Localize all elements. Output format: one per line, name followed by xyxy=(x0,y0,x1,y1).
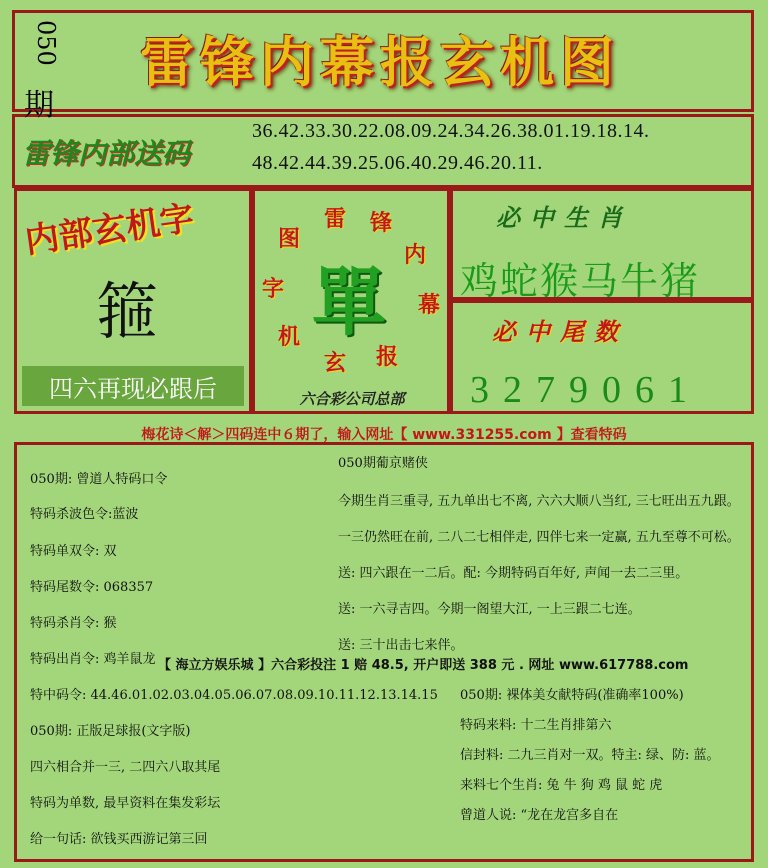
promo-bracket-close: 】 xyxy=(253,658,272,673)
internal-numbers-label: 雷锋内部送码 xyxy=(22,137,191,170)
ring-char: 雷 xyxy=(324,206,347,232)
casino-name: 海立方娱乐城 xyxy=(175,658,254,673)
ring-char: 图 xyxy=(278,226,301,252)
right-line: 一三仍然旺在前, 二八二七相伴走, 四伴七来一定赢, 五九至尊不可松。 xyxy=(338,530,740,545)
left-line: 050期: 曾道人特码口令 xyxy=(30,472,168,487)
right-line: 050期: 裸体美女献特码(准确率100%) xyxy=(460,688,684,703)
zodiac-title: 必中生肖 xyxy=(496,203,632,232)
tail-values: 3279061 xyxy=(470,369,701,411)
right-line: 信封料: 二九三肖对一双。特主: 绿、防: 蓝。 xyxy=(460,748,720,763)
issue-label xyxy=(18,12,62,123)
promo-bracket-open: 【 xyxy=(158,658,176,673)
right-line: 050期葡京赌侠 xyxy=(338,456,428,471)
tail-title: 必中尾数 xyxy=(492,317,628,346)
issue-number: 050 xyxy=(32,20,60,66)
right-line: 来料七个生肖: 兔 牛 狗 鸡 鼠 蛇 虎 xyxy=(460,778,663,793)
numbers-line-2: 48.42.44.39.25.06.40.29.46.20.11. xyxy=(252,152,543,174)
left-line: 特码杀肖令: 猴 xyxy=(30,616,117,631)
casino-promo-text: 六合彩投注 1 赔 48.5, 开户即送 388 元 . 网址 www.617788.com xyxy=(271,658,689,673)
center-character: 單 xyxy=(312,260,386,346)
left-line: 050期: 正版足球报(文字版) xyxy=(30,724,191,739)
numbers-line-1: 36.42.33.30.22.08.09.24.34.26.38.01.19.18.14. xyxy=(252,120,650,142)
left-line: 四六相合并一三, 二四六八取其尾 xyxy=(30,760,221,775)
company-label: 六合彩公司总部 xyxy=(299,390,405,408)
left-line: 特码单双令: 双 xyxy=(30,544,117,559)
left-line: 特中码令: 44.46.01.02.03.04.05.06.07.08.09.10.11.12.13.14.15 xyxy=(30,688,438,703)
issue-suffix: 期 xyxy=(24,88,54,123)
ring-char: 幕 xyxy=(418,292,441,318)
ring-char: 字 xyxy=(262,276,285,302)
right-line: 曾道人说: “龙在龙宫多自在 xyxy=(460,808,619,823)
right-line: 今期生肖三重寻, 五九单出七不离, 六六大顺八当红, 三七旺出五九跟。 xyxy=(338,494,740,509)
ring-char: 玄 xyxy=(324,350,347,376)
mystery-caption: 四六再现必跟后 xyxy=(22,366,244,406)
left-line: 特码杀波色令:蓝波 xyxy=(30,507,139,522)
left-line: 特码出肖令: 鸡羊鼠龙 xyxy=(30,652,156,667)
left-line: 特码尾数令: 068357 xyxy=(30,580,154,595)
right-line: 送: 一六寻吉四。今期一阁望大江, 一上三跟二七连。 xyxy=(338,602,641,617)
right-line: 送: 四六跟在一二后。配: 今期特码百年好, 声闻一去二三里。 xyxy=(338,566,689,581)
left-line: 特码为单数, 最早资料在集发彩坛 xyxy=(30,796,221,811)
ring-char: 内 xyxy=(404,242,427,268)
mystery-character: 箍 xyxy=(96,275,159,348)
ring-char: 锋 xyxy=(370,210,393,236)
right-line: 特码来料: 十二生肖排第六 xyxy=(460,718,612,733)
mystery-word-label: 内部玄机字 xyxy=(22,198,197,262)
casino-promo xyxy=(158,654,688,673)
ring-char: 机 xyxy=(278,324,301,350)
ring-char: 报 xyxy=(376,344,399,370)
right-line: 送: 三十出击七来伴。 xyxy=(338,638,464,653)
zodiac-values: 鸡蛇猴马牛猪 xyxy=(460,259,701,303)
page-title: 雷锋内幕报玄机图 xyxy=(140,29,620,94)
left-line: 给一句话: 欲钱买西游记第三回 xyxy=(30,832,208,847)
promo-line: 梅花诗＜解＞四码连中６期了，输入网址【 www.331255.com 】查看特码 xyxy=(141,427,627,443)
